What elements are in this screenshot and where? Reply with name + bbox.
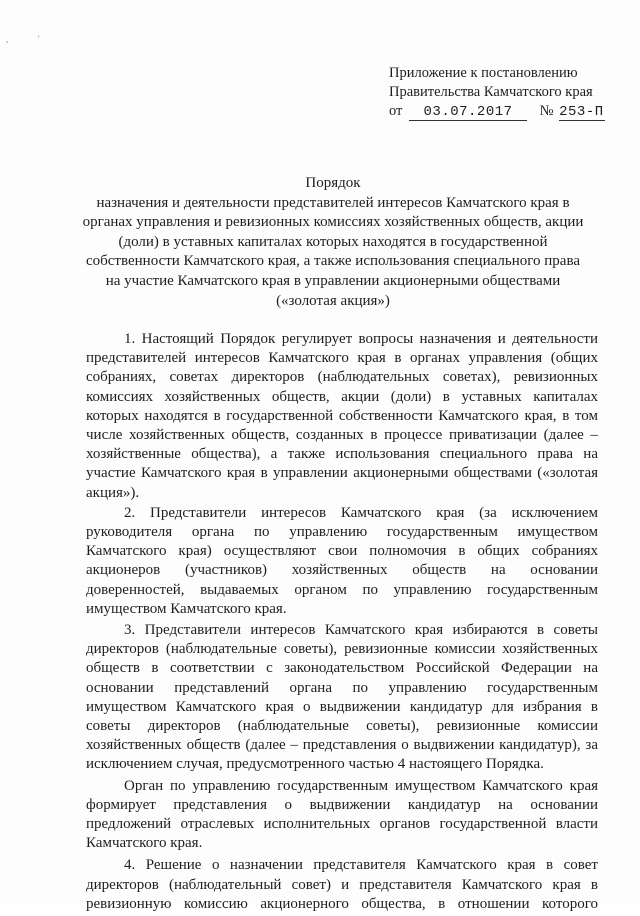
text-line: Камчатского края) осуществляют свои полномочия в общих собраниях [86,543,598,560]
text-line: хозяйственные общества), а также использования специального права на [86,446,598,463]
appendix-header [389,64,609,121]
paragraph-4 [86,856,598,914]
text-line: имуществом Камчатского края. [86,600,287,617]
text-line: 3. Представители интересов Камчатского края избираются в советы [124,622,598,639]
appendix-date-line [389,102,609,121]
title-line: (доли) в уставных капиталах которых находятся в государственной [118,233,548,250]
scan-mark: , [6,34,9,44]
text-line: директоров (наблюдательный совет) и представителя Камчатского края в [86,876,598,893]
text-line: акция»). [86,484,140,501]
title-line: назначения и деятельности представителей интересов Камчатского края в [96,194,570,211]
title-heading: Порядок [305,175,361,191]
text-line: хозяйственных обществ (далее – представления о выдвижении кандидатур), за [86,737,598,754]
text-line: предложений отраслевых исполнительных органов государственной власти [86,816,598,833]
paragraph-3-continued [86,777,598,854]
text-line: 4. Решение о назначении представителя Камчатского края в совет [124,857,598,874]
appendix-line: Правительства Камчатского края [389,84,593,100]
appendix-line: Приложение к постановлению [389,65,578,81]
document-body [86,330,598,916]
text-line: комиссиях хозяйственных обществ, акции (доли) в уставных капиталах [86,388,598,405]
text-line: исключением случая, предусмотренного частью 4 настоящего Порядка. [86,756,544,773]
text-line: собраниях, советах директоров (наблюдательных советах), ревизионных [86,369,598,386]
text-line: которых находятся в государственной собственности Камчатского края, в том [86,407,598,424]
text-line: представителей интересов Камчатского края в органах управления (общих [86,350,598,367]
title-line: на участие Камчатского края в управлении акционерными обществами [105,272,561,289]
text-line: ревизионную комиссию акционерного общества, в отношении которого [86,895,598,912]
text-line: 1. Настоящий Порядок регулирует вопросы назначения и деятельности [124,331,598,347]
paragraph-3 [86,621,598,775]
scan-mark: ' [38,34,40,44]
text-line: руководителя органа по управлению государственным имуществом [86,524,598,541]
title-line: собственности Камчатского края, а также использования специального права [85,253,581,270]
decree-date: 03.07.2017 [409,104,527,121]
from-label: от [389,103,403,119]
text-line: основании представлений органа по управлению государственным [86,679,598,696]
text-line: 2. Представители интересов Камчатского края (за исключением [124,504,598,521]
text-line: директоров (наблюдательные советы), ревизионные комиссии хозяйственных [86,641,598,658]
number-sign: № [539,103,554,119]
text-line: акционеров (участников) хозяйственных обществ на основании [86,562,598,579]
text-line: участие Камчатского края в управлении акционерными обществами («золотая [86,465,598,482]
title-line: органах управления и ревизионных комиссиях хозяйственных обществ, акции [82,214,584,231]
paragraph-1 [86,330,598,503]
paragraph-2 [86,504,598,619]
text-line: доверенностей, выдаваемых органом по управлению государственным [86,581,598,598]
text-line: числе хозяйственных обществ, созданных в процессе приватизации (далее – [86,427,598,444]
decree-number: 253-П [559,104,604,120]
document-title [70,174,596,311]
text-line: советы директоров (наблюдательные советы), ревизионные комиссии [86,718,598,735]
text-line: формирует представления о выдвижении кандидатур на основании [86,796,598,813]
text-line: имуществом Камчатского края о выдвижении кандидатур для избрания в [86,698,598,715]
title-line: («золотая акция») [276,292,390,309]
text-line: обществ в соответствии с законодательством Российской Федерации на [86,660,598,677]
text-line: Орган по управлению государственным имуществом Камчатского края [124,777,598,794]
text-line: Камчатского края. [86,835,203,852]
